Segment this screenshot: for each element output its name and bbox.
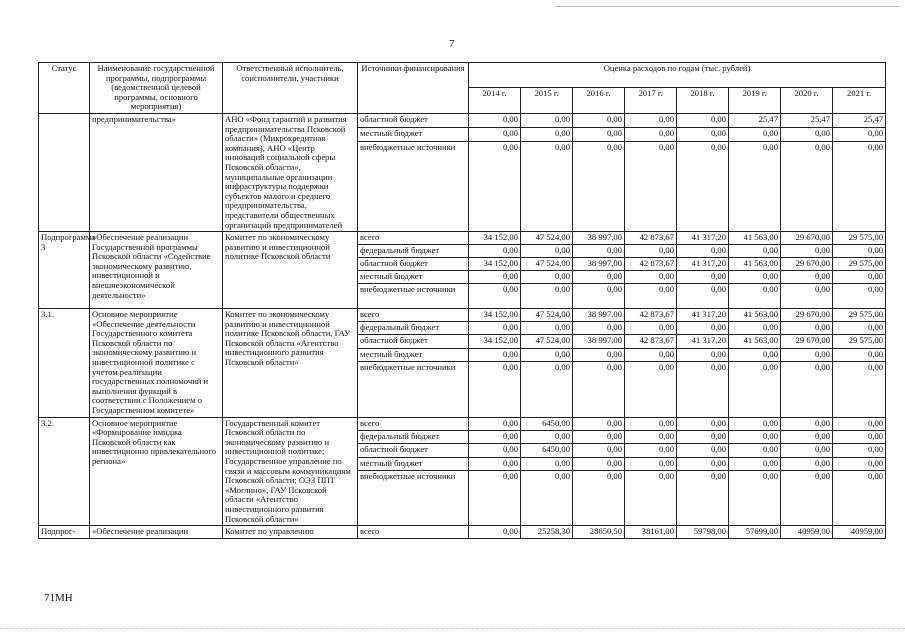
value-cell: 0,00 — [573, 284, 625, 309]
year-header: 2017 г. — [625, 88, 677, 113]
page-number: 7 — [449, 38, 455, 50]
value-cell: 29 670,00 — [781, 335, 833, 348]
value-cell: 41 563,00 — [729, 309, 781, 322]
source-cell: федеральный бюджет — [358, 245, 469, 258]
scan-edge-line — [0, 628, 905, 629]
value-cell: 0,00 — [677, 417, 729, 430]
value-cell: 0,00 — [729, 127, 781, 141]
source-cell: местный бюджет — [358, 457, 469, 470]
value-cell: 0,00 — [677, 271, 729, 284]
value-cell: 0,00 — [469, 361, 521, 417]
value-cell: 38 997,00 — [573, 309, 625, 322]
value-cell: 25,47 — [833, 113, 886, 127]
table-row — [39, 526, 886, 539]
status-cell: 3.1. — [39, 309, 90, 418]
value-cell: 25,47 — [781, 113, 833, 127]
value-cell: 0,00 — [781, 245, 833, 258]
value-cell: 29 670,00 — [781, 258, 833, 271]
value-cell: 42 873,67 — [625, 258, 677, 271]
value-cell: 0,00 — [521, 470, 573, 525]
value-cell: 0,00 — [573, 417, 625, 430]
value-cell: 29 575,00 — [833, 232, 886, 245]
value-cell: 41 317,20 — [677, 232, 729, 245]
status-cell: Подпрограмма 3 — [39, 232, 90, 309]
value-cell: 41 563,00 — [729, 258, 781, 271]
header-row — [39, 63, 886, 88]
value-cell: 25,47 — [729, 113, 781, 127]
value-cell: 0,00 — [781, 457, 833, 470]
value-cell: 47 524,00 — [521, 232, 573, 245]
value-cell: 0,00 — [677, 457, 729, 470]
value-cell: 0,00 — [729, 417, 781, 430]
source-cell: областной бюджет — [358, 335, 469, 348]
value-cell: 0,00 — [625, 348, 677, 361]
value-cell: 0,00 — [521, 271, 573, 284]
value-cell: 0,00 — [677, 348, 729, 361]
value-cell: 0,00 — [833, 348, 886, 361]
executor-header: Ответственный исполнитель, соисполнители, участники — [223, 63, 358, 114]
value-cell: 57699,00 — [729, 526, 781, 539]
value-cell: 38 997,00 — [573, 232, 625, 245]
table-row — [39, 417, 886, 430]
value-cell: 0,00 — [469, 348, 521, 361]
value-cell: 0,00 — [729, 444, 781, 457]
value-cell: 0,00 — [729, 141, 781, 231]
value-cell: 0,00 — [521, 141, 573, 231]
year-header: 2016 г. — [573, 88, 625, 113]
source-cell: местный бюджет — [358, 348, 469, 361]
source-cell: внебюджетные источники — [358, 141, 469, 231]
executor-cell: Комитет по экономическому развитию и инвестиционной политике Псковской области — [223, 232, 358, 309]
value-cell: 0,00 — [469, 526, 521, 539]
value-cell: 0,00 — [833, 430, 886, 443]
year-header: 2021 г. — [833, 88, 886, 113]
source-cell: всего — [358, 417, 469, 430]
value-cell: 0,00 — [677, 470, 729, 525]
value-cell: 34 152,00 — [469, 335, 521, 348]
value-cell: 0,00 — [677, 127, 729, 141]
value-cell: 34 152,00 — [469, 232, 521, 245]
value-cell: 0,00 — [625, 245, 677, 258]
footer-code: 71МН — [44, 592, 73, 604]
value-cell: 0,00 — [573, 271, 625, 284]
scan-edge-line — [555, 6, 900, 7]
value-cell: 29 575,00 — [833, 335, 886, 348]
value-cell: 0,00 — [625, 284, 677, 309]
value-cell: 41 563,00 — [729, 232, 781, 245]
value-cell: 0,00 — [573, 127, 625, 141]
table-body — [39, 113, 886, 538]
source-cell: местный бюджет — [358, 271, 469, 284]
value-cell: 41 317,20 — [677, 335, 729, 348]
value-cell: 0,00 — [833, 284, 886, 309]
value-cell: 34 152,00 — [469, 258, 521, 271]
source-cell: внебюджетные источники — [358, 361, 469, 417]
value-cell: 0,00 — [521, 457, 573, 470]
value-cell: 0,00 — [781, 322, 833, 335]
source-cell: внебюджетные источники — [358, 284, 469, 309]
status-cell: 3.2. — [39, 417, 90, 526]
value-cell: 0,00 — [833, 141, 886, 231]
value-cell: 0,00 — [781, 127, 833, 141]
value-cell: 0,00 — [781, 348, 833, 361]
value-cell: 0,00 — [833, 245, 886, 258]
value-cell: 0,00 — [573, 245, 625, 258]
estimate-header: Оценка расходов по годам (тыс. рублей) — [469, 63, 886, 88]
value-cell: 29 575,00 — [833, 258, 886, 271]
value-cell: 0,00 — [625, 113, 677, 127]
value-cell: 0,00 — [781, 361, 833, 417]
value-cell: 6450,00 — [521, 417, 573, 430]
value-cell: 0,00 — [833, 470, 886, 525]
value-cell: 28650,50 — [573, 526, 625, 539]
source-cell: местный бюджет — [358, 127, 469, 141]
status-header: Статус — [39, 63, 90, 114]
value-cell: 0,00 — [677, 430, 729, 443]
value-cell: 0,00 — [469, 470, 521, 525]
value-cell: 0,00 — [625, 430, 677, 443]
source-cell: областной бюджет — [358, 444, 469, 457]
value-cell: 0,00 — [573, 348, 625, 361]
value-cell: 0,00 — [729, 284, 781, 309]
value-cell: 0,00 — [469, 322, 521, 335]
value-cell: 0,00 — [677, 361, 729, 417]
value-cell: 0,00 — [573, 113, 625, 127]
name-cell: Основное мероприятие «Обеспечение деятельности Государственного комитета Псковской области по экономическому развитию и инвестиционной политике с учетом реализации государственных полномочий и выполнения функций в соответствии с Положением о Государственном комитете» — [90, 309, 223, 418]
value-cell: 42 873,67 — [625, 335, 677, 348]
value-cell: 42 873,67 — [625, 309, 677, 322]
value-cell: 41 317,20 — [677, 258, 729, 271]
executor-cell: Комитет по экономическому развитию и инвестиционной политике Псковской области, ГАУ Псковской области «Агентство инвестиционного развития Псковской области» — [223, 309, 358, 418]
value-cell: 0,00 — [573, 361, 625, 417]
value-cell: 38161,00 — [625, 526, 677, 539]
value-cell: 0,00 — [729, 457, 781, 470]
value-cell: 0,00 — [521, 127, 573, 141]
value-cell: 42 873,67 — [625, 232, 677, 245]
source-cell: областной бюджет — [358, 113, 469, 127]
value-cell: 0,00 — [729, 245, 781, 258]
value-cell: 0,00 — [573, 444, 625, 457]
value-cell: 59798,00 — [677, 526, 729, 539]
value-cell: 0,00 — [625, 271, 677, 284]
value-cell: 6450,00 — [521, 444, 573, 457]
year-header: 2015 г. — [521, 88, 573, 113]
name-cell: «Обеспечение реализации Государственной программы Псковской области «Содействие экономическому развитию, инвестиционной и внешнеэкономической деятельности» — [90, 232, 223, 309]
value-cell: 38 997,00 — [573, 258, 625, 271]
value-cell: 40959,00 — [833, 526, 886, 539]
value-cell: 0,00 — [677, 322, 729, 335]
value-cell: 47 524,00 — [521, 335, 573, 348]
value-cell: 0,00 — [781, 417, 833, 430]
value-cell: 0,00 — [469, 457, 521, 470]
budget-table — [38, 62, 886, 539]
value-cell: 0,00 — [573, 322, 625, 335]
value-cell: 0,00 — [781, 284, 833, 309]
executor-cell: АНО «Фонд гарантий и развития предпринимательства Псковской области» (Микрокредитная компания), АНО «Центр инноваций социальной сферы Псковской области», муниципальные организации инфраструктуры поддержки субъектов малого и среднего предпринимательства, представители общественных организаций предпринимателей — [223, 113, 358, 231]
value-cell: 0,00 — [521, 113, 573, 127]
executor-cell: Государственный комитет Псковской области по экономическому развитию и инвестиционной политике; Государственное управление по связи и массовым коммуникациям Псковской области; ОЭЗ ППТ «Моглино», ГАУ Псковской области «Агентство инвестиционного развития Псковской области» — [223, 417, 358, 526]
status-cell: Подпрог- — [39, 526, 90, 539]
value-cell: 47 524,00 — [521, 309, 573, 322]
value-cell: 0,00 — [573, 457, 625, 470]
value-cell: 0,00 — [469, 245, 521, 258]
value-cell: 29 670,00 — [781, 309, 833, 322]
value-cell: 0,00 — [469, 430, 521, 443]
value-cell: 0,00 — [469, 284, 521, 309]
source-cell: всего — [358, 526, 469, 539]
value-cell: 0,00 — [521, 322, 573, 335]
value-cell: 0,00 — [729, 322, 781, 335]
value-cell: 0,00 — [521, 245, 573, 258]
value-cell: 29 575,00 — [833, 309, 886, 322]
value-cell: 0,00 — [521, 348, 573, 361]
value-cell: 0,00 — [469, 141, 521, 231]
value-cell: 0,00 — [625, 444, 677, 457]
value-cell: 0,00 — [781, 444, 833, 457]
value-cell: 0,00 — [781, 430, 833, 443]
value-cell: 0,00 — [677, 113, 729, 127]
value-cell: 0,00 — [625, 322, 677, 335]
value-cell: 0,00 — [469, 127, 521, 141]
value-cell: 25258,30 — [521, 526, 573, 539]
value-cell: 0,00 — [833, 127, 886, 141]
value-cell: 0,00 — [521, 430, 573, 443]
value-cell: 0,00 — [677, 141, 729, 231]
value-cell: 0,00 — [469, 444, 521, 457]
value-cell: 0,00 — [729, 361, 781, 417]
table-row — [39, 309, 886, 322]
name-cell: «Обеспечение реализации — [90, 526, 223, 539]
year-header: 2014 г. — [469, 88, 521, 113]
value-cell: 0,00 — [833, 444, 886, 457]
value-cell: 41 563,00 — [729, 335, 781, 348]
source-cell: федеральный бюджет — [358, 430, 469, 443]
value-cell: 0,00 — [625, 417, 677, 430]
name-cell: предпринимательства» — [90, 113, 223, 231]
value-cell: 0,00 — [781, 470, 833, 525]
name-cell: Основное мероприятие «Формирование имиджа Псковской области как инвестиционно привлекательного региона» — [90, 417, 223, 526]
value-cell: 0,00 — [573, 141, 625, 231]
value-cell: 0,00 — [677, 444, 729, 457]
executor-cell: Комитет по управлению — [223, 526, 358, 539]
value-cell: 0,00 — [781, 141, 833, 231]
source-cell: федеральный бюджет — [358, 322, 469, 335]
value-cell: 0,00 — [625, 457, 677, 470]
year-header: 2020 г. — [781, 88, 833, 113]
value-cell: 0,00 — [521, 361, 573, 417]
value-cell: 0,00 — [469, 417, 521, 430]
value-cell: 0,00 — [677, 245, 729, 258]
value-cell: 0,00 — [833, 457, 886, 470]
table-row — [39, 113, 886, 127]
value-cell: 29 670,00 — [781, 232, 833, 245]
name-header: Наименование государственной программы, подпрограммы (ведомственной целевой программы, основного мероприятия) — [90, 63, 223, 114]
value-cell: 0,00 — [729, 348, 781, 361]
value-cell: 40959,00 — [781, 526, 833, 539]
value-cell: 0,00 — [833, 271, 886, 284]
value-cell: 0,00 — [521, 284, 573, 309]
source-cell: областной бюджет — [358, 258, 469, 271]
value-cell: 0,00 — [729, 470, 781, 525]
year-header: 2019 г. — [729, 88, 781, 113]
table-row — [39, 232, 886, 245]
value-cell: 0,00 — [625, 141, 677, 231]
value-cell: 0,00 — [833, 361, 886, 417]
value-cell: 0,00 — [625, 470, 677, 525]
sources-header: Источники финансирования — [358, 63, 469, 114]
value-cell: 0,00 — [573, 470, 625, 525]
value-cell: 0,00 — [469, 113, 521, 127]
value-cell: 0,00 — [833, 417, 886, 430]
value-cell: 47 524,00 — [521, 258, 573, 271]
value-cell: 38 997,00 — [573, 335, 625, 348]
source-cell: внебюджетные источники — [358, 470, 469, 525]
value-cell: 0,00 — [625, 361, 677, 417]
year-header: 2018 г. — [677, 88, 729, 113]
value-cell: 0,00 — [729, 271, 781, 284]
value-cell: 0,00 — [469, 271, 521, 284]
source-cell: всего — [358, 232, 469, 245]
value-cell: 0,00 — [625, 127, 677, 141]
value-cell: 0,00 — [833, 322, 886, 335]
source-cell: всего — [358, 309, 469, 322]
value-cell: 34 152,00 — [469, 309, 521, 322]
value-cell: 0,00 — [677, 284, 729, 309]
value-cell: 0,00 — [573, 430, 625, 443]
value-cell: 0,00 — [729, 430, 781, 443]
value-cell: 0,00 — [781, 271, 833, 284]
status-cell — [39, 113, 90, 231]
value-cell: 41 317,20 — [677, 309, 729, 322]
